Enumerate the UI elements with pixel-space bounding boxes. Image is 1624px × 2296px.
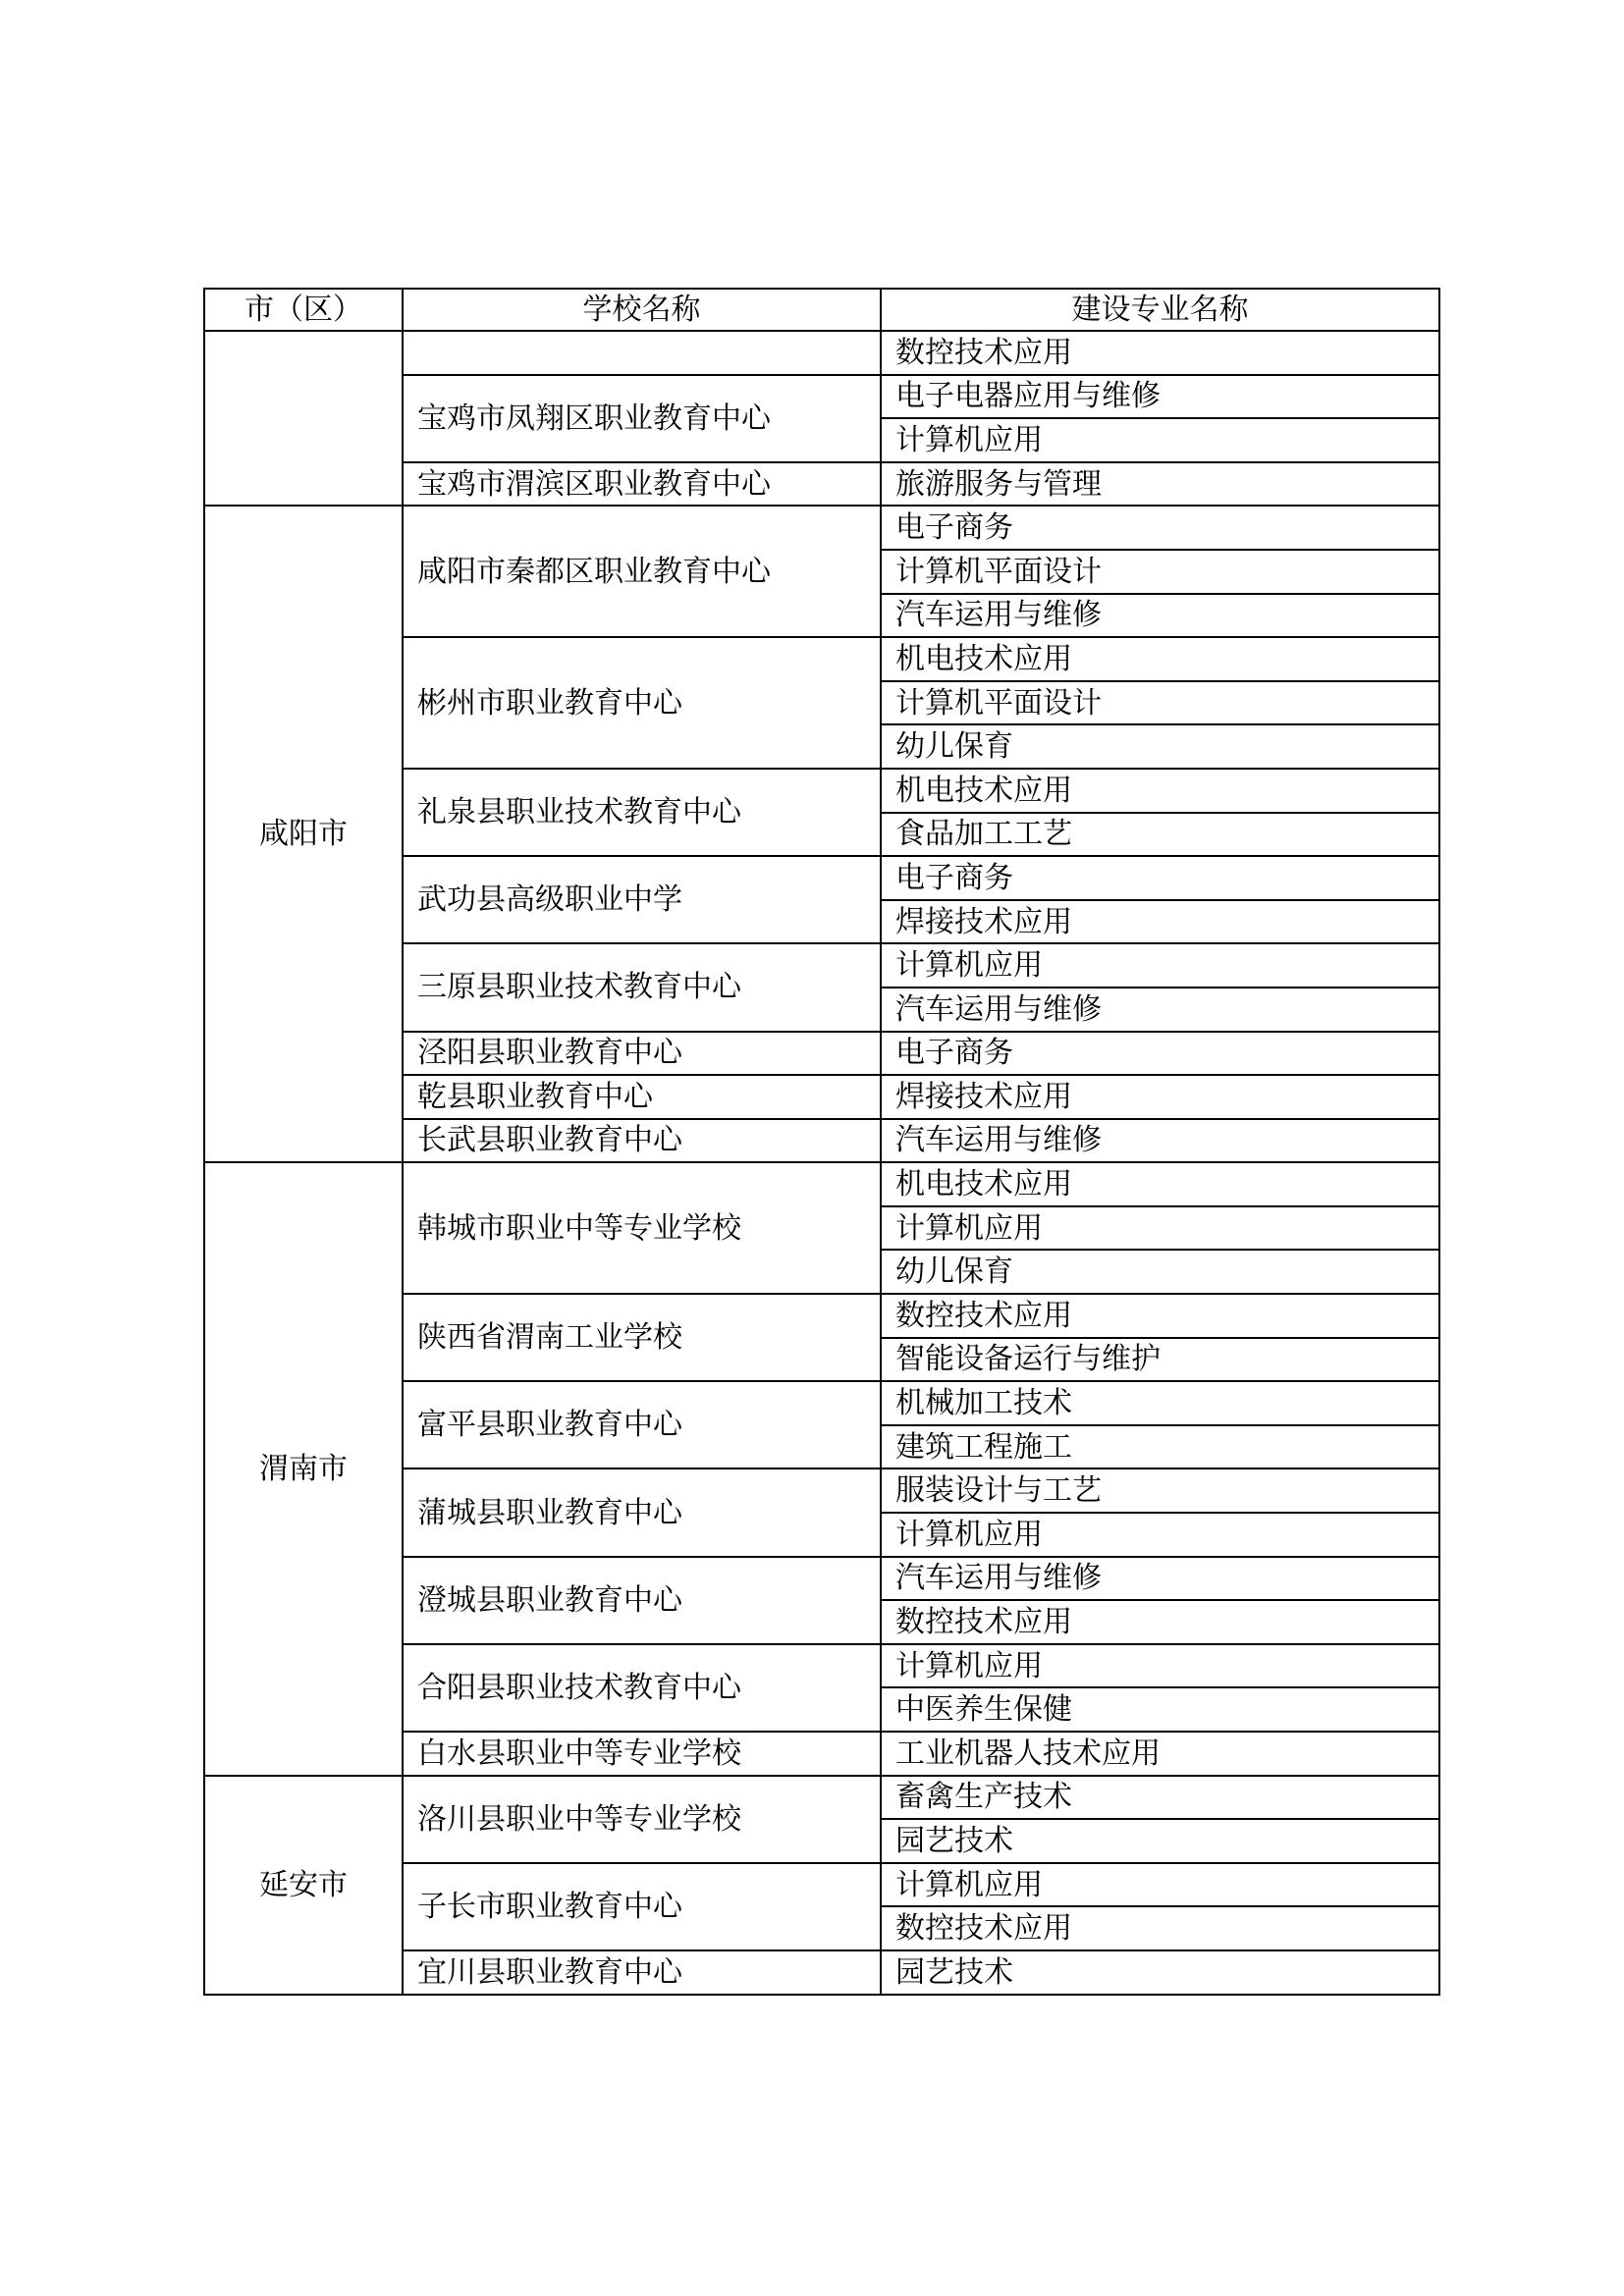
city-cell: 延安市 (204, 1776, 403, 1995)
school-name-cell: 彬州市职业教育中心 (403, 637, 881, 769)
school-name-cell: 白水县职业中等专业学校 (403, 1732, 881, 1776)
major-name-cell: 数控技术应用 (881, 1906, 1439, 1950)
school-name-cell: 陕西省渭南工业学校 (403, 1294, 881, 1381)
school-name-cell: 合阳县职业技术教育中心 (403, 1644, 881, 1732)
school-name-cell: 澄城县职业教育中心 (403, 1557, 881, 1644)
major-name-cell: 数控技术应用 (881, 331, 1439, 375)
school-name-cell: 韩城市职业中等专业学校 (403, 1162, 881, 1294)
table-header-row (204, 289, 1439, 331)
major-name-cell: 数控技术应用 (881, 1600, 1439, 1644)
major-name-cell: 计算机应用 (881, 1513, 1439, 1557)
major-name-cell: 计算机应用 (881, 943, 1439, 988)
school-name-cell: 蒲城县职业教育中心 (403, 1468, 881, 1556)
major-name-cell: 畜禽生产技术 (881, 1776, 1439, 1820)
school-majors-table (203, 288, 1440, 1996)
table-body (204, 331, 1439, 1995)
major-name-cell: 园艺技术 (881, 1819, 1439, 1863)
major-name-cell: 电子商务 (881, 856, 1439, 900)
city-cell: 咸阳市 (204, 506, 403, 1162)
major-name-cell: 数控技术应用 (881, 1294, 1439, 1338)
school-name-cell: 武功县高级职业中学 (403, 856, 881, 943)
major-name-cell: 计算机应用 (881, 418, 1439, 462)
school-name-cell: 富平县职业教育中心 (403, 1381, 881, 1468)
major-name-cell: 机电技术应用 (881, 637, 1439, 681)
major-name-cell: 机电技术应用 (881, 1162, 1439, 1206)
major-name-cell: 中医养生保健 (881, 1687, 1439, 1732)
major-name-cell: 计算机应用 (881, 1863, 1439, 1907)
school-name-cell (403, 331, 881, 375)
school-name-cell: 宜川县职业教育中心 (403, 1950, 881, 1995)
major-name-cell: 智能设备运行与维护 (881, 1338, 1439, 1382)
school-name-cell: 礼泉县职业技术教育中心 (403, 769, 881, 856)
major-name-cell: 旅游服务与管理 (881, 462, 1439, 507)
major-name-cell: 电子电器应用与维修 (881, 375, 1439, 419)
major-name-cell: 幼儿保育 (881, 1250, 1439, 1294)
major-name-cell: 焊接技术应用 (881, 1075, 1439, 1119)
header-city-column: 市（区） (204, 289, 403, 331)
school-name-cell: 咸阳市秦都区职业教育中心 (403, 506, 881, 637)
table-row (204, 1162, 1439, 1206)
table-row (204, 1776, 1439, 1820)
major-name-cell: 电子商务 (881, 1032, 1439, 1076)
school-name-cell: 乾县职业教育中心 (403, 1075, 881, 1119)
school-name-cell: 宝鸡市凤翔区职业教育中心 (403, 375, 881, 462)
school-name-cell: 泾阳县职业教育中心 (403, 1032, 881, 1076)
school-name-cell: 长武县职业教育中心 (403, 1119, 881, 1163)
major-name-cell: 服装设计与工艺 (881, 1468, 1439, 1513)
school-name-cell: 宝鸡市渭滨区职业教育中心 (403, 462, 881, 507)
school-name-cell: 洛川县职业中等专业学校 (403, 1776, 881, 1863)
major-name-cell: 园艺技术 (881, 1950, 1439, 1995)
major-name-cell: 机械加工技术 (881, 1381, 1439, 1425)
major-name-cell: 幼儿保育 (881, 724, 1439, 769)
school-name-cell: 三原县职业技术教育中心 (403, 943, 881, 1031)
major-name-cell: 电子商务 (881, 506, 1439, 550)
major-name-cell: 汽车运用与维修 (881, 594, 1439, 638)
table-row (204, 331, 1439, 375)
major-name-cell: 汽车运用与维修 (881, 988, 1439, 1032)
city-cell (204, 331, 403, 506)
school-name-cell: 子长市职业教育中心 (403, 1863, 881, 1950)
major-name-cell: 汽车运用与维修 (881, 1119, 1439, 1163)
major-name-cell: 计算机平面设计 (881, 681, 1439, 725)
major-name-cell: 焊接技术应用 (881, 900, 1439, 944)
major-name-cell: 食品加工工艺 (881, 813, 1439, 857)
major-name-cell: 工业机器人技术应用 (881, 1732, 1439, 1776)
major-name-cell: 机电技术应用 (881, 769, 1439, 813)
city-cell: 渭南市 (204, 1162, 403, 1775)
major-name-cell: 建筑工程施工 (881, 1425, 1439, 1469)
major-name-cell: 计算机应用 (881, 1206, 1439, 1251)
major-name-cell: 汽车运用与维修 (881, 1557, 1439, 1601)
header-major-column: 建设专业名称 (881, 289, 1439, 331)
major-name-cell: 计算机应用 (881, 1644, 1439, 1688)
major-name-cell: 计算机平面设计 (881, 550, 1439, 594)
header-school-column: 学校名称 (403, 289, 881, 331)
table-header (204, 289, 1439, 331)
table-row (204, 506, 1439, 550)
